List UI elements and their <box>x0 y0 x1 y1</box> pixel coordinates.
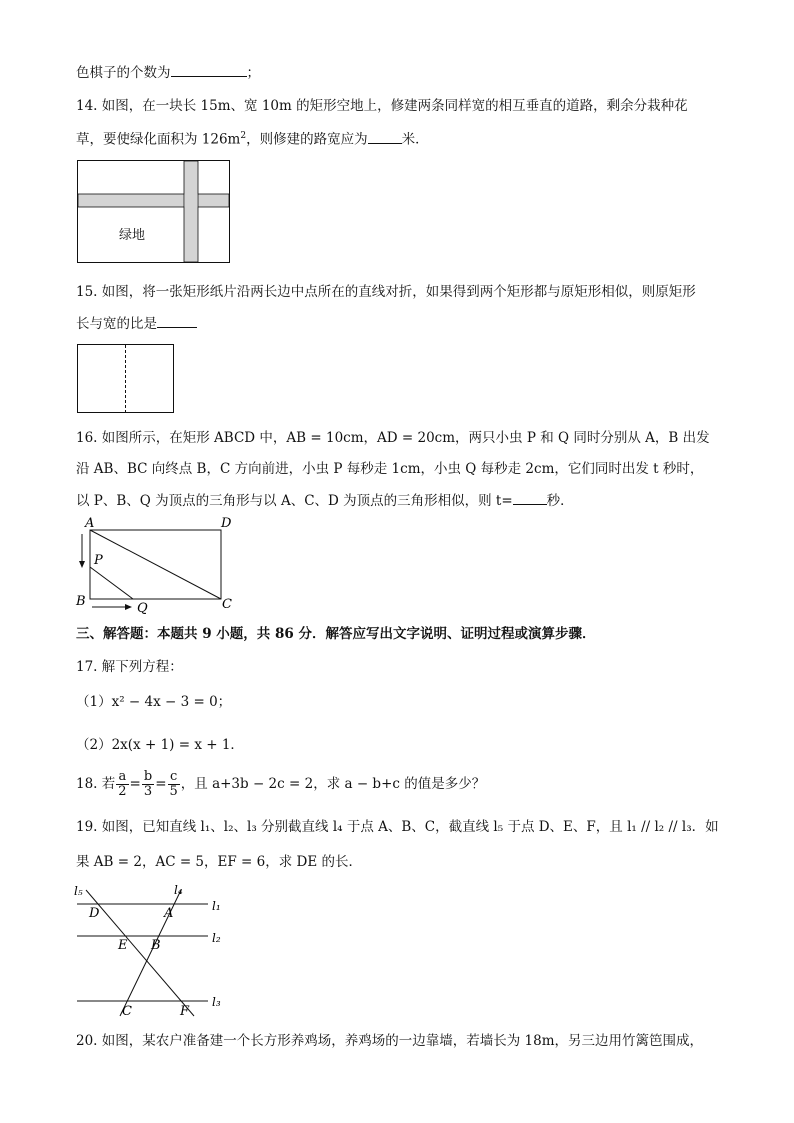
q19-line1: 19. 如图，已知直线 l₁、l₂、l₃ 分别截直线 l₄ 于点 A、B、C，截直线 l₅ 于点 D、E、F，且 l₁ // l₂ // l₃．如 <box>76 819 719 835</box>
label-F: F <box>180 1004 190 1019</box>
q17-part1: （1）x² − 4x − 3 = 0； <box>76 694 232 710</box>
q16-text-b: 秒． <box>546 493 574 509</box>
label-l4: l₄ <box>174 883 183 897</box>
label-l5: l₅ <box>74 884 83 898</box>
label-D: D <box>89 906 100 921</box>
q15-figure <box>77 344 175 418</box>
q14-sup: 2 <box>240 131 247 141</box>
label-C: C <box>122 1004 132 1019</box>
label-D: D <box>221 516 232 531</box>
label-l1: l₁ <box>212 899 221 913</box>
fraction-b-3: $\frac{b}{3}$ <box>143 769 153 799</box>
fraction-c-5: $\frac{c}{5}$ <box>169 769 178 799</box>
q18-eq-2: = <box>155 776 167 792</box>
q20-line1: 20. 如图，某农户准备建一个长方形养鸡场，养鸡场的一边靠墙，若墙长为 18m，另三边用竹篱笆围成， <box>76 1033 704 1049</box>
vertical-road <box>184 161 198 262</box>
q15-line2 <box>76 313 197 334</box>
q16-text-a: 以 P、B、Q 为顶点的三角形与以 A、C、D 为顶点的三角形相似，则 t= <box>76 493 513 509</box>
q18-prefix: 18. 若 <box>76 776 116 792</box>
q15-answer-blank[interactable] <box>157 313 197 328</box>
q18-eq-1: = <box>129 776 141 792</box>
q17-part2: （2）2x(x + 1) = x + 1． <box>76 737 244 753</box>
segment-PQ <box>90 567 133 599</box>
q18-suffix: ，且 a+3b − 2c = 2，求 a − b+c 的值是多少？ <box>180 776 486 792</box>
q14-text-c: 米． <box>401 131 429 148</box>
q14-line1: 14. 如图，在一块长 15m、宽 10m 的矩形空地上，修建两条同样宽的相互垂直的道路，剩余分栽种花 <box>76 98 688 114</box>
q13-end: ； <box>246 65 260 81</box>
q14-line2 <box>76 126 429 150</box>
q16-answer-blank[interactable] <box>513 490 547 505</box>
q17-title: 17. 解下列方程： <box>76 659 183 675</box>
q16-figure <box>74 514 240 618</box>
label-A: A <box>85 516 95 531</box>
q14-text-b: ，则修建的路宽应为 <box>246 131 368 148</box>
q14-text-a: 草，要使绿化面积为 126m <box>76 131 241 148</box>
label-Q: Q <box>137 601 148 614</box>
q16-line3 <box>76 490 574 511</box>
label-C: C <box>222 597 232 612</box>
section-3-heading: 三、解答题：本题共 9 小题，共 86 分．解答应写出文字说明、证明过程或演算步骤． <box>76 626 596 642</box>
label-P: P <box>94 553 103 568</box>
q16-line2: 沿 AB、BC 向终点 B，C 方向前进，小虫 P 每秒走 1cm，小虫 Q 每秒走 2cm，它们同时出发 t 秒时， <box>76 461 704 477</box>
label-B: B <box>151 938 161 953</box>
label-l3: l₃ <box>212 995 221 1009</box>
label-l2: l₂ <box>212 931 221 945</box>
q13-text: 色棋子的个数为 <box>76 65 171 81</box>
green-area-label: 绿地 <box>119 228 146 243</box>
label-A: A <box>164 906 174 921</box>
line-l5 <box>86 890 194 1016</box>
q19-line2: 果 AB = 2，AC = 5，EF = 6，求 DE 的长． <box>76 854 362 870</box>
fraction-a-2: $\frac{a}{2}$ <box>118 769 127 799</box>
q15-text: 长与宽的比是 <box>76 316 157 332</box>
q13-tail <box>76 62 260 83</box>
label-B: B <box>76 594 86 609</box>
diagonal-AC <box>90 530 221 599</box>
horizontal-road <box>78 194 229 207</box>
q13-answer-blank[interactable] <box>171 62 247 77</box>
q15-line1: 15. 如图，将一张矩形纸片沿两长边中点所在的直线对折，如果得到两个矩形都与原矩形相似，则原矩形 <box>76 284 696 300</box>
q19-figure <box>74 880 234 1024</box>
q14-answer-blank[interactable] <box>368 129 402 144</box>
label-E: E <box>118 938 128 953</box>
q14-figure <box>77 160 233 268</box>
q18 <box>76 767 485 801</box>
q16-line1: 16. 如图所示，在矩形 ABCD 中，AB = 10cm，AD = 20cm，两只小虫 P 和 Q 同时分别从 A，B 出发 <box>76 430 710 446</box>
